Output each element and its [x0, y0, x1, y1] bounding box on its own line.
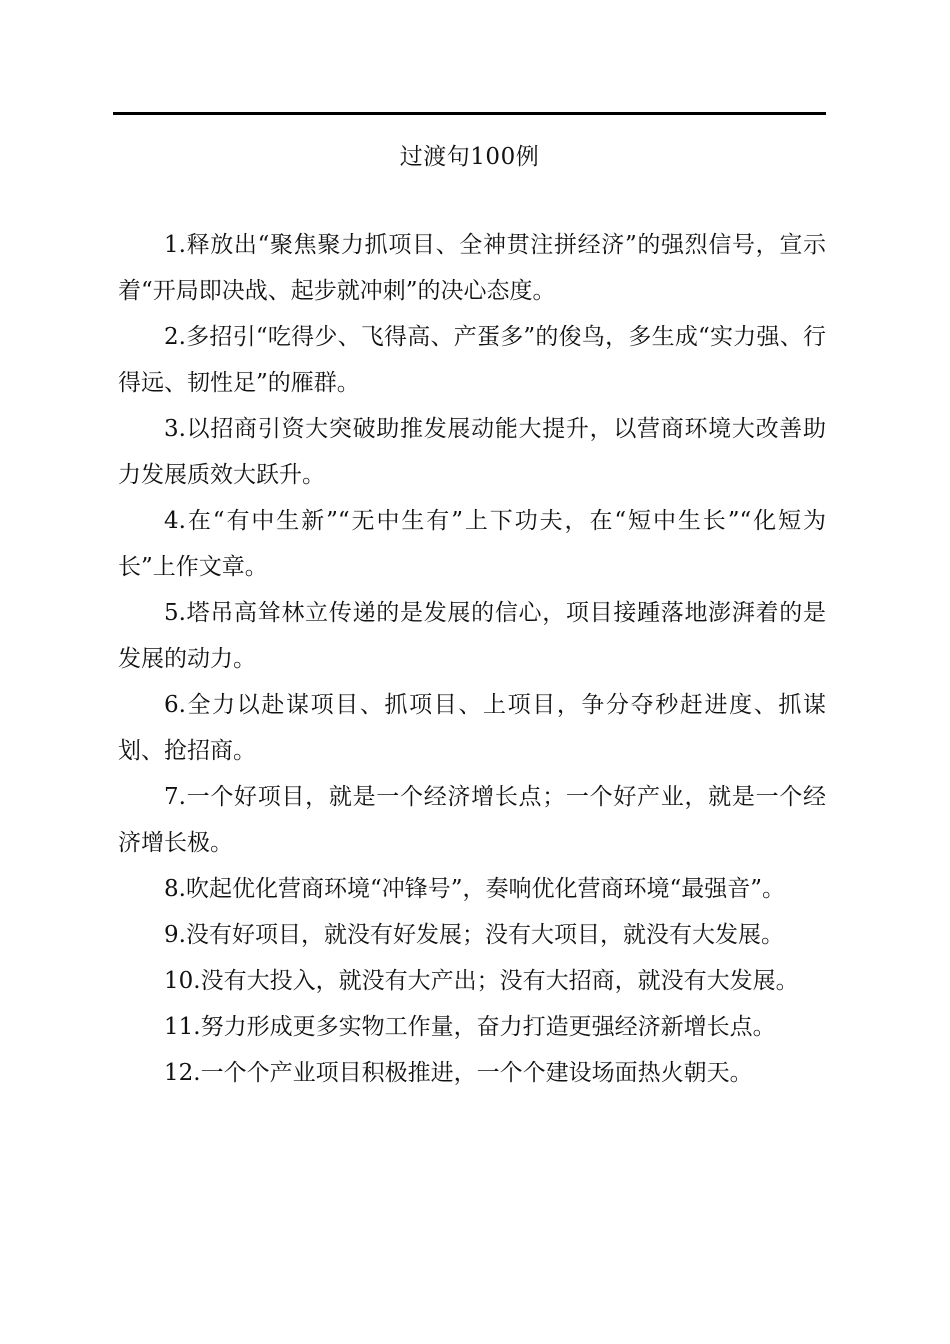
paragraph-6: 6.全力以赴谋项目、抓项目、上项目，争分夺秒赶进度、抓谋划、抢招商。: [118, 692, 826, 764]
paragraph-4: 4.在“有中生新”“无中生有”上下功夫，在“短中生长”“化短为长”上作文章。: [118, 508, 826, 580]
paragraph-8: 8.吹起优化营商环境“冲锋号”，奏响优化营商环境“最强音”。: [164, 876, 785, 902]
header-rule: [113, 112, 826, 115]
paragraph-5: 5.塔吊高耸林立传递的是发展的信心，项目接踵落地澎湃着的是发展的动力。: [118, 600, 826, 672]
paragraph-7: 7.一个好项目，就是一个经济增长点；一个好产业，就是一个经济增长极。: [118, 784, 826, 856]
paragraph-2: 2.多招引“吃得少、飞得高、产蛋多”的俊鸟，多生成“实力强、行得远、韧性足”的雁群。: [118, 324, 826, 396]
paragraph-10: 10.没有大投入，就没有大产出；没有大招商，就没有大发展。: [164, 968, 799, 994]
paragraph-12: 12.一个个产业项目积极推进，一个个建设场面热火朝天。: [164, 1060, 753, 1086]
paragraph-9: 9.没有好项目，就没有好发展；没有大项目，就没有大发展。: [164, 922, 784, 948]
paragraph-3: 3.以招商引资大突破助推发展动能大提升，以营商环境大改善助力发展质效大跃升。: [118, 416, 826, 488]
paragraph-11: 11.努力形成更多实物工作量，奋力打造更强经济新增长点。: [164, 1014, 776, 1040]
document-title: 过渡句100例: [399, 144, 540, 170]
paragraph-1: 1.释放出“聚焦聚力抓项目、全神贯注拼经济”的强烈信号，宣示着“开局即决战、起步就冲刺”的决心态度。: [118, 232, 826, 304]
document-body: [118, 222, 826, 1096]
